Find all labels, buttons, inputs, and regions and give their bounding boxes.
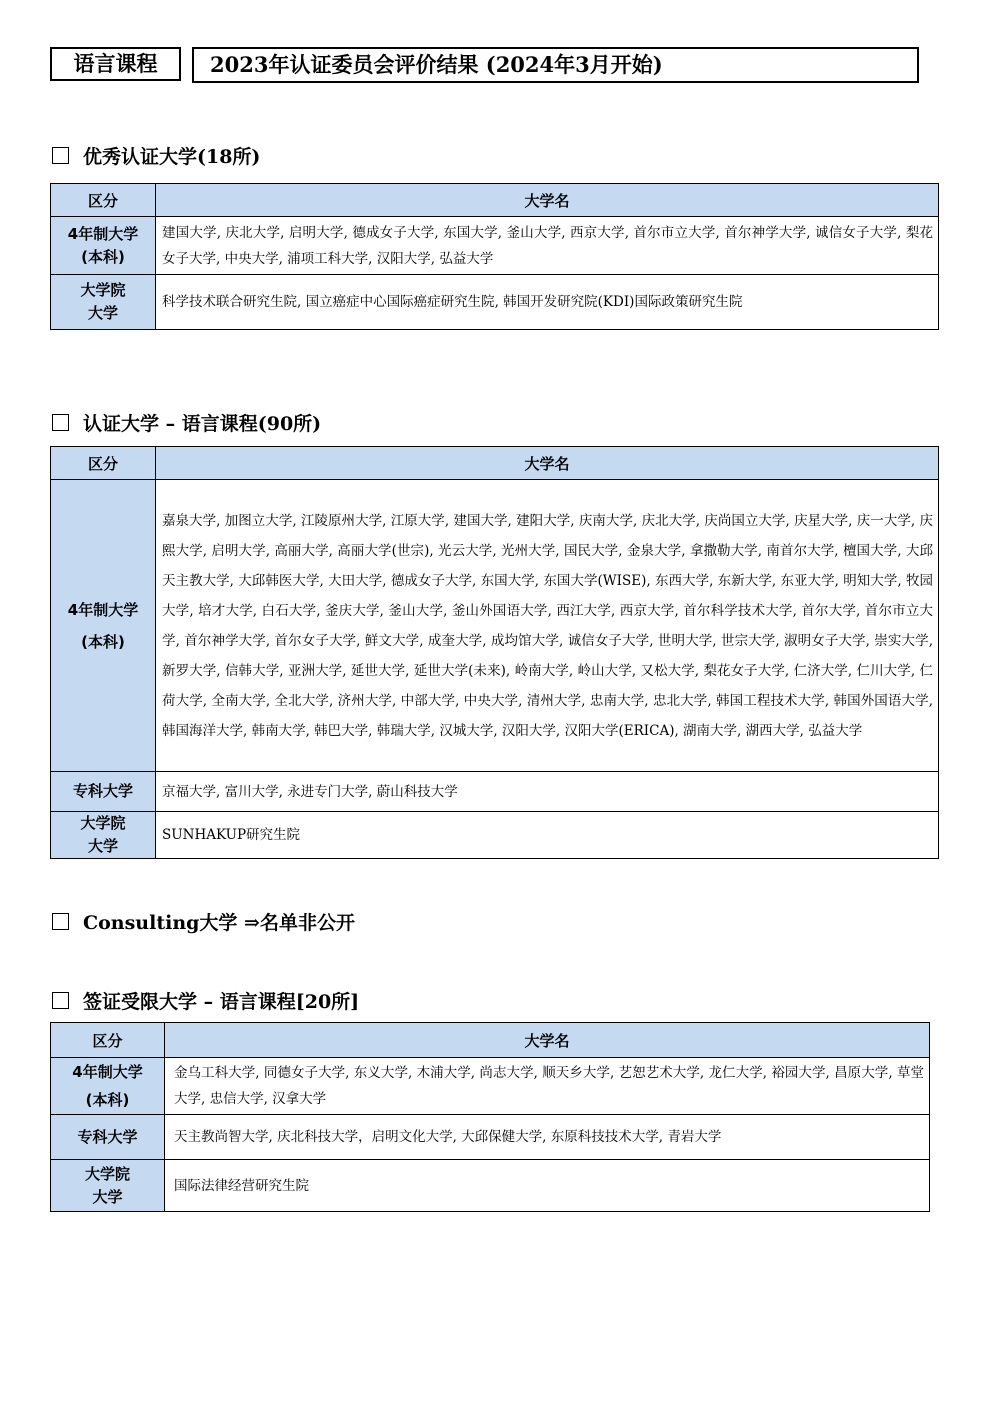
table-row bbox=[51, 217, 939, 275]
table-row bbox=[51, 1115, 930, 1160]
category-cell: 专科大学 bbox=[51, 1115, 165, 1160]
column-header-names: 大学名 bbox=[165, 1023, 930, 1058]
column-header-category: 区分 bbox=[51, 447, 156, 480]
column-header-names: 大学名 bbox=[156, 447, 939, 480]
column-header-category: 区分 bbox=[51, 1023, 165, 1058]
university-list-cell: 嘉泉大学, 加图立大学, 江陵原州大学, 江原大学, 建国大学, 建阳大学, 庆南大学, 庆北大学, 庆尚国立大学, 庆星大学, 庆一大学, 庆熙大学, 启明大学, 高丽大学, 高丽大学(世宗), 光云大学, 光州大学, 国民大学, 金泉大学, 拿撒勒大学, 南首尔大学, 檀国大学, 大邱天主教大学, 大邱韩医大学, 大田大学, 德成女子大学, 东国大学, 东国大学(WISE), 东西大学, 东新大学, 东亚大学, 明知大学, 牧园大学, 培才大学, 白石大学, 釜庆大学, 釜山大学, 釜山外国语大学, 西江大学, 西京大学, 首尔科学技术大学, 首尔大学, 首尔市立大学, 首尔神学大学, 首尔女子大学, 鲜文大学, 成奎大学, 成均馆大学, 诚信女子大学, 世明大学, 世宗大学, 淑明女子大学, 崇实大学, 新罗大学, 信韩大学, 亚洲大学, 延世大学, 延世大学(未来), 岭南大学, 岭山大学, 又松大学, 梨花女子大学, 仁济大学, 仁川大学, 仁荷大学, 全南大学, 全北大学, 济州大学, 中部大学, 中央大学, 清州大学, 忠南大学, 忠北大学, 韩国工程技术大学, 韩国外国语大学, 韩国海洋大学, 韩南大学, 韩巴大学, 韩瑞大学, 汉城大学, 汉阳大学, 汉阳大学(ERICA), 湖南大学, 湖西大学, 弘益大学 bbox=[156, 480, 939, 772]
section-title-text: Consulting大学 ⇒名单非公开 bbox=[83, 912, 355, 934]
table-header-row bbox=[51, 184, 939, 217]
table-row bbox=[51, 1160, 930, 1212]
university-list-cell: 京福大学, 富川大学, 永进专门大学, 蔚山科技大学 bbox=[156, 772, 939, 812]
university-list-cell: 金乌工科大学, 同德女子大学, 东义大学, 木浦大学, 尚志大学, 顺天乡大学, 艺恕艺术大学, 龙仁大学, 裕园大学, 昌原大学, 草堂大学, 忠信大学, 汉拿大学 bbox=[165, 1058, 930, 1115]
university-list-cell: 国际法律经营研究生院 bbox=[165, 1160, 930, 1212]
category-cell: 专科大学 bbox=[51, 772, 156, 812]
category-cell: 大学院 大学 bbox=[51, 1160, 165, 1212]
section-title-excellent bbox=[52, 145, 260, 169]
university-list-cell: 科学技术联合研究生院, 国立癌症中心国际癌症研究生院, 韩国开发研究院(KDI)国际政策研究生院 bbox=[156, 275, 939, 330]
checkbox-icon bbox=[52, 913, 69, 930]
table-row bbox=[51, 772, 939, 812]
table-row bbox=[51, 480, 939, 772]
section-title-text: 优秀认证大学(18所) bbox=[83, 146, 261, 168]
category-cell: 大学院 大学 bbox=[51, 275, 156, 330]
table-row bbox=[51, 812, 939, 859]
page-title: 2023年认证委员会评价结果 (2024年3月开始) bbox=[192, 47, 919, 83]
checkbox-icon bbox=[52, 992, 69, 1009]
column-header-names: 大学名 bbox=[156, 184, 939, 217]
course-tag: 语言课程 bbox=[50, 47, 181, 81]
section-title-consulting bbox=[52, 911, 355, 935]
category-cell: 4年制大学 (本科) bbox=[51, 480, 156, 772]
university-list-cell: 天主教尚智大学, 庆北科技大学，启明文化大学, 大邱保健大学, 东原科技技术大学, 青岩大学 bbox=[165, 1115, 930, 1160]
checkbox-icon bbox=[52, 147, 69, 164]
table-header-row bbox=[51, 1023, 930, 1058]
column-header-category: 区分 bbox=[51, 184, 156, 217]
table-row bbox=[51, 1058, 930, 1115]
category-cell: 大学院 大学 bbox=[51, 812, 156, 859]
certified-universities-table bbox=[50, 446, 939, 859]
table-row bbox=[51, 275, 939, 330]
category-cell: 4年制大学 (本科) bbox=[51, 217, 156, 275]
section-title-text: 认证大学 – 语言课程(90所) bbox=[83, 413, 322, 435]
excellent-universities-table bbox=[50, 183, 939, 330]
university-list-cell: 建国大学, 庆北大学, 启明大学, 德成女子大学, 东国大学, 釜山大学, 西京大学, 首尔市立大学, 首尔神学大学, 诚信女子大学, 梨花女子大学, 中央大学, 浦项工科大学, 汉阳大学, 弘益大学 bbox=[156, 217, 939, 275]
section-title-text: 签证受限大学 – 语言课程[20所] bbox=[83, 991, 360, 1013]
section-title-certified bbox=[52, 412, 321, 436]
university-list-cell: SUNHAKUP研究生院 bbox=[156, 812, 939, 859]
table-header-row bbox=[51, 447, 939, 480]
category-cell: 4年制大学 (本科) bbox=[51, 1058, 165, 1115]
section-title-visa-restricted bbox=[52, 990, 359, 1014]
checkbox-icon bbox=[52, 414, 69, 431]
visa-restricted-universities-table bbox=[50, 1022, 930, 1212]
